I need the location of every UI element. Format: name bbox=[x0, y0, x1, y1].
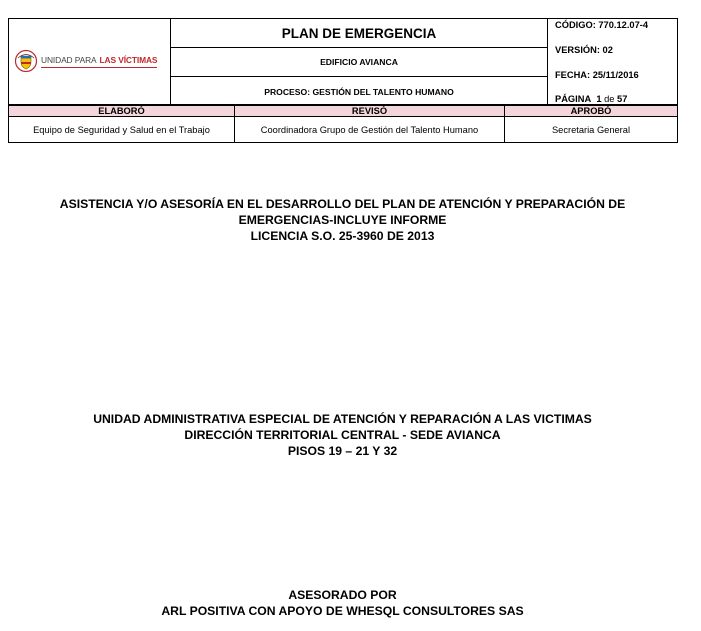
logo-underline bbox=[41, 67, 157, 68]
value-reviso: Coordinadora Grupo de Gestión del Talento Humano bbox=[235, 117, 505, 142]
value-elaboro: Equipo de Seguridad y Salud en el Trabajo bbox=[9, 117, 235, 142]
title-block-service bbox=[0, 196, 693, 244]
logo-cell bbox=[8, 18, 170, 105]
entity-line-3: PISOS 19 – 21 Y 32 bbox=[287, 444, 398, 458]
advisor-line-1: ASESORADO POR bbox=[288, 588, 397, 602]
page-label: PÁGINA bbox=[555, 94, 592, 104]
header-meta bbox=[548, 18, 678, 105]
document-header bbox=[8, 18, 678, 143]
value-aprobo: Secretaria General bbox=[551, 124, 631, 135]
brand-logo bbox=[15, 49, 157, 73]
title-block-advisor bbox=[0, 587, 693, 619]
signature-header-row bbox=[8, 105, 678, 117]
title-block-entity bbox=[0, 411, 693, 459]
signature-value-row bbox=[8, 117, 678, 143]
entity-line-2: DIRECCIÓN TERRITORIAL CENTRAL - SEDE AVIANCA bbox=[184, 428, 501, 442]
service-line-1: ASISTENCIA Y/O ASESORÍA EN EL DESARROLLO DEL PLAN DE ATENCIÓN Y PREPARACIÓN DE bbox=[59, 197, 626, 211]
document-title: PLAN DE EMERGENCIA bbox=[171, 19, 547, 48]
header-reviso: REVISÓ bbox=[235, 106, 505, 116]
page-number: 1 bbox=[596, 94, 602, 104]
page-total: 57 bbox=[617, 94, 628, 104]
document-date: FECHA: 25/11/2016 bbox=[555, 70, 639, 80]
service-line-2: EMERGENCIAS-INCLUYE INFORME bbox=[238, 213, 447, 227]
logo-text-victimas: LAS VÍCTIMAS bbox=[99, 54, 158, 65]
document-code: CÓDIGO: 770.12.07-4 bbox=[555, 20, 649, 30]
page-of: de bbox=[604, 94, 615, 104]
document-version: VERSIÓN: 02 bbox=[555, 45, 613, 55]
header-center bbox=[170, 18, 548, 105]
advisor-line-2: ARL POSITIVA CON APOYO DE WHESQL CONSULTORES SAS bbox=[161, 604, 524, 618]
process-name: PROCESO: GESTIÓN DEL TALENTO HUMANO bbox=[264, 86, 454, 97]
building-name: EDIFICIO AVIANCA bbox=[171, 48, 547, 77]
header-aprobo: APROBÓ bbox=[570, 106, 612, 116]
entity-line-1: UNIDAD ADMINISTRATIVA ESPECIAL DE ATENCIÓN Y REPARACIÓN A LAS VICTIMAS bbox=[93, 412, 592, 426]
colombia-coat-of-arms-icon bbox=[15, 49, 37, 73]
logo-wordmark bbox=[41, 55, 157, 68]
logo-text-unidad: UNIDAD PARA bbox=[41, 54, 97, 65]
service-line-3: LICENCIA S.O. 25-3960 DE 2013 bbox=[250, 229, 435, 243]
header-elaboro: ELABORÓ bbox=[9, 106, 235, 116]
page-counter bbox=[555, 94, 627, 104]
